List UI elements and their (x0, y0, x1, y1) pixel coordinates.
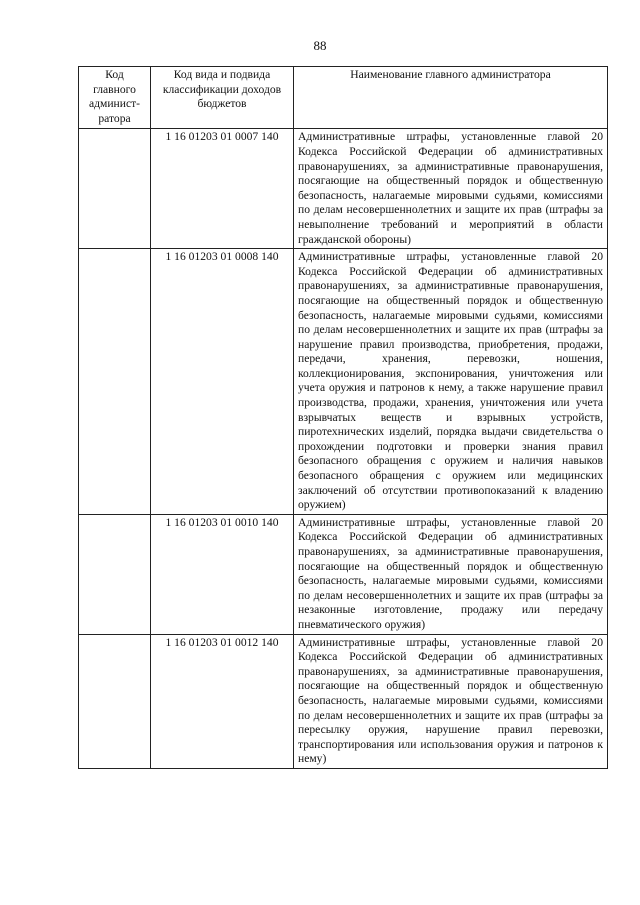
table-header-row (79, 67, 608, 129)
admin-name-cell: Административные штрафы, установленные главой 20 Кодекса Российской Федерации об административных правонарушениях, за административные правонарушения, посягающие на общественный порядок и общественную безопасность, налагаемые мировыми судьями, комиссиями по делам несовершеннолетних и защите их прав (штрафы за нарушение правил производства, приобретения, продажи, передачи, хранения, перевозки, ношения, коллекционирования, экспонирования, уничтожения или учета оружия и патронов к нему, а также нарушение правил производства, продажи, хранения, уничтожения или учета взрывчатых веществ и взрывных устройств, пиротехнических изделий, порядка выдачи свидетельства о прохождении подготовки и проверки знания правил безопасного обращения с оружием и наличия навыков безопасного обращения с оружием или медицинских заключений об отсутствии противопоказаний к владению оружием) (294, 249, 608, 515)
admin-code-cell (79, 129, 151, 249)
page-number: 88 (313, 38, 327, 53)
admin-code-cell (79, 514, 151, 634)
header-income-code: Код вида и подвида классификации доходов бюджетов (151, 67, 294, 129)
income-code-cell: 1 16 01203 01 0008 140 (151, 249, 294, 515)
admin-code-cell (79, 634, 151, 768)
income-code-cell: 1 16 01203 01 0012 140 (151, 634, 294, 768)
header-admin-code: Код главного админист-ратора (79, 67, 151, 129)
income-code-cell: 1 16 01203 01 0010 140 (151, 514, 294, 634)
admin-name-cell: Административные штрафы, установленные главой 20 Кодекса Российской Федерации об административных правонарушениях, за административные правонарушения, посягающие на общественный порядок и общественную безопасность, налагаемые мировыми судьями, комиссиями по делам несовершеннолетних и защите их прав (штрафы за невыполнение требований и мероприятий в области гражданской обороны) (294, 129, 608, 249)
income-code-cell: 1 16 01203 01 0007 140 (151, 129, 294, 249)
revenue-classification-table (78, 66, 608, 769)
table-row (79, 514, 608, 634)
table-row (79, 634, 608, 768)
admin-name-cell: Административные штрафы, установленные главой 20 Кодекса Российской Федерации об административных правонарушениях, за административные правонарушения, посягающие на общественный порядок и общественную безопасность, налагаемые мировыми судьями, комиссиями по делам несовершеннолетних и защите их прав (штрафы за пересылку оружия, нарушение правил перевозки, транспортирования или использования оружия и патронов к нему) (294, 634, 608, 768)
admin-name-cell: Административные штрафы, установленные главой 20 Кодекса Российской Федерации об административных правонарушениях, за административные правонарушения, посягающие на общественный порядок и общественную безопасность, налагаемые мировыми судьями, комиссиями по делам несовершеннолетних и защите их прав (штрафы за незаконные изготовление, продажу или передачу пневматического оружия) (294, 514, 608, 634)
header-admin-name: Наименование главного администратора (294, 67, 608, 129)
table-row (79, 129, 608, 249)
admin-code-cell (79, 249, 151, 515)
table-row (79, 249, 608, 515)
